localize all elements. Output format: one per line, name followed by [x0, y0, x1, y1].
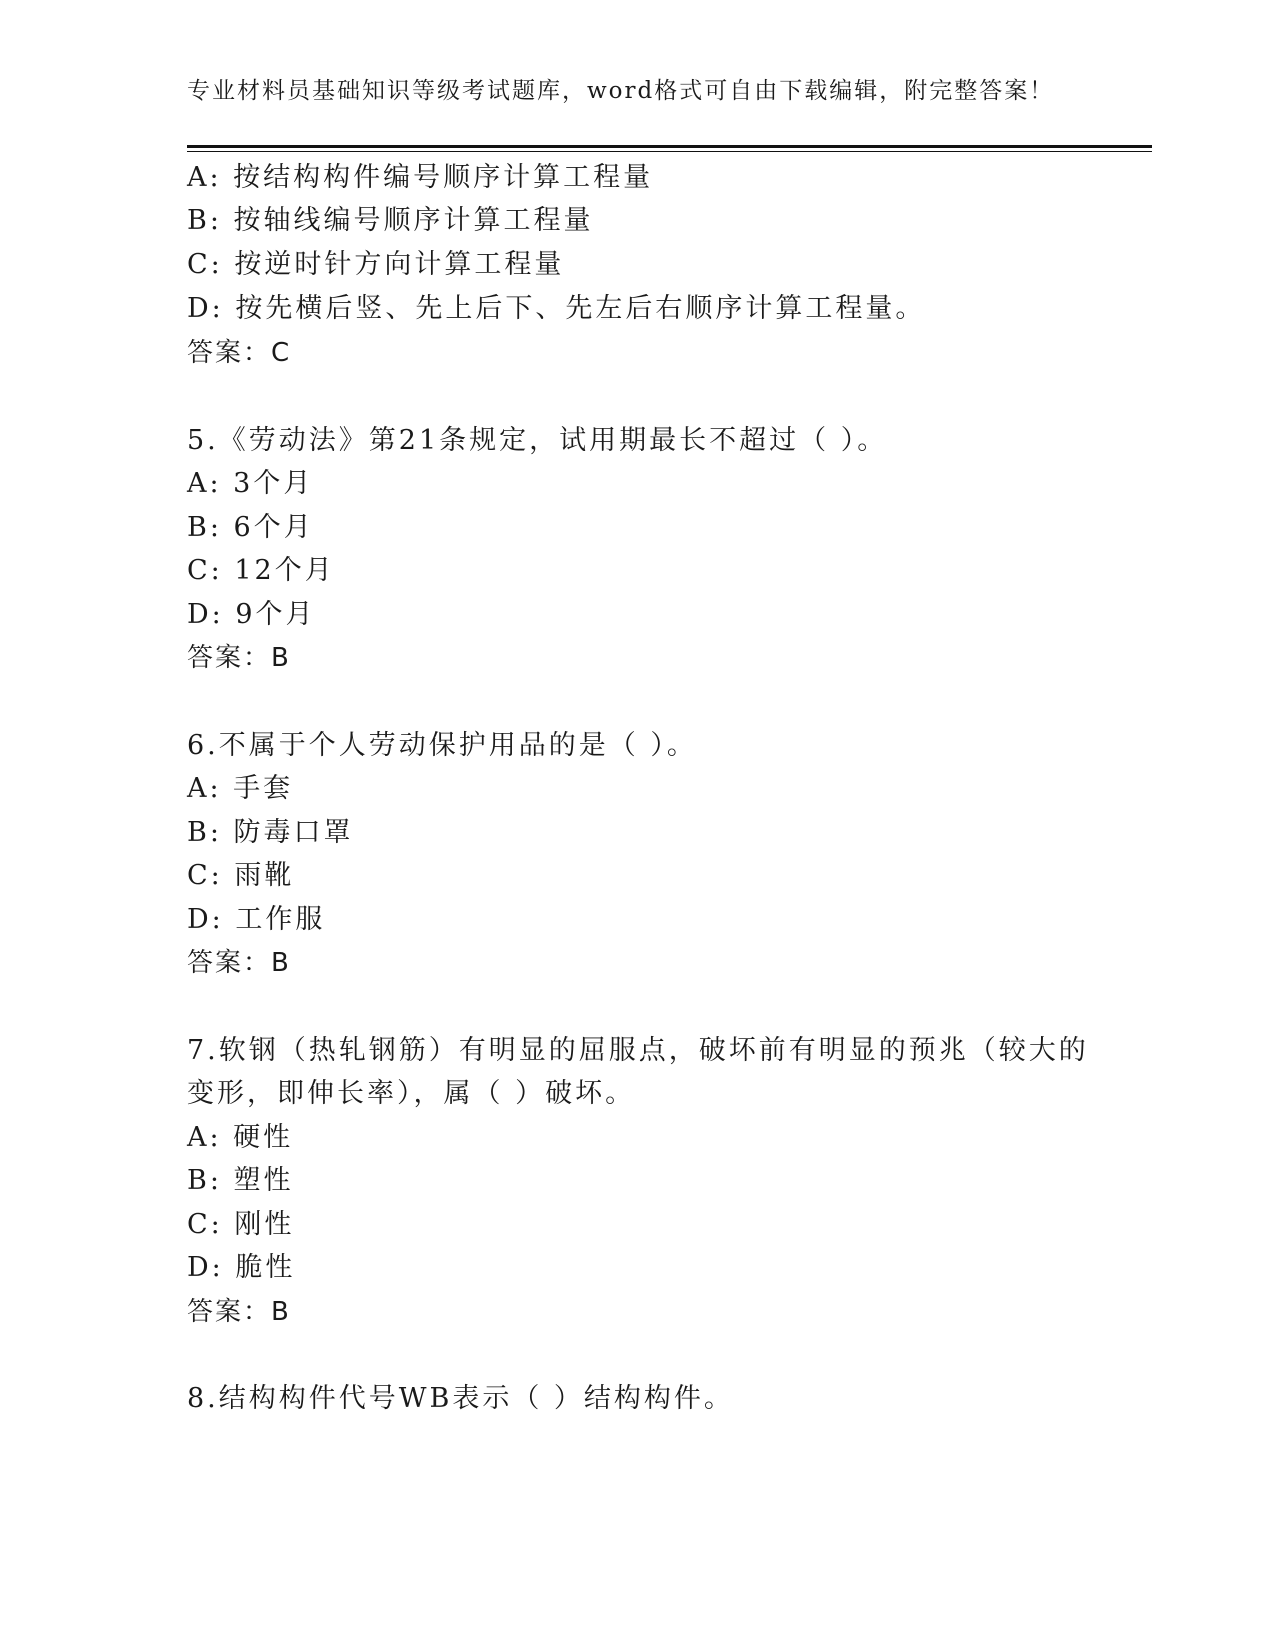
q4-option-c: C: 按逆时针方向计算工程量 [187, 249, 565, 280]
q5-option-c: C: 12个月 [187, 555, 335, 586]
q5-answer: 答案：B [187, 643, 291, 673]
q7-option-d: D: 脆性 [187, 1252, 296, 1283]
q6-option-d: D: 工作服 [187, 904, 326, 935]
q4-option-d: D: 按先横后竖、先上后下、先左后右顺序计算工程量。 [187, 293, 926, 324]
q7-option-b: B: 塑性 [187, 1165, 294, 1196]
q7-option-a: A: 硬性 [187, 1122, 294, 1153]
q6-option-a: A: 手套 [187, 773, 294, 804]
q5-option-d: D: 9个月 [187, 599, 316, 630]
header-rule-thick [187, 145, 1152, 148]
q8-stem: 8.结构构件代号WB表示（ ）结构构件。 [187, 1383, 734, 1414]
q6-option-c: C: 雨靴 [187, 860, 295, 891]
q4-option-a: A: 按结构构件编号顺序计算工程量 [187, 162, 654, 193]
q7-stem-line2: 变形，即伸长率），属（ ）破坏。 [187, 1078, 636, 1109]
q7-answer: 答案：B [187, 1297, 291, 1327]
header-rule-thin [187, 151, 1152, 152]
q6-answer: 答案：B [187, 948, 291, 978]
q5-option-a: A: 3个月 [187, 468, 314, 499]
q5-stem: 5.《劳动法》第21条规定，试用期最长不超过（ ）。 [187, 425, 888, 456]
document-header: 专业材料员基础知识等级考试题库，word格式可自由下载编辑，附完整答案！ [187, 78, 1055, 104]
q7-stem-line1: 7.软钢（热轧钢筋）有明显的屈服点，破坏前有明显的预兆（较大的 [187, 1035, 1089, 1066]
q7-option-c: C: 刚性 [187, 1209, 295, 1240]
q4-answer: 答案：C [187, 338, 292, 368]
q5-option-b: B: 6个月 [187, 512, 314, 543]
q6-option-b: B: 防毒口罩 [187, 817, 354, 848]
q6-stem: 6.不属于个人劳动保护用品的是（ ）。 [187, 730, 697, 761]
q4-option-b: B: 按轴线编号顺序计算工程量 [187, 205, 594, 236]
